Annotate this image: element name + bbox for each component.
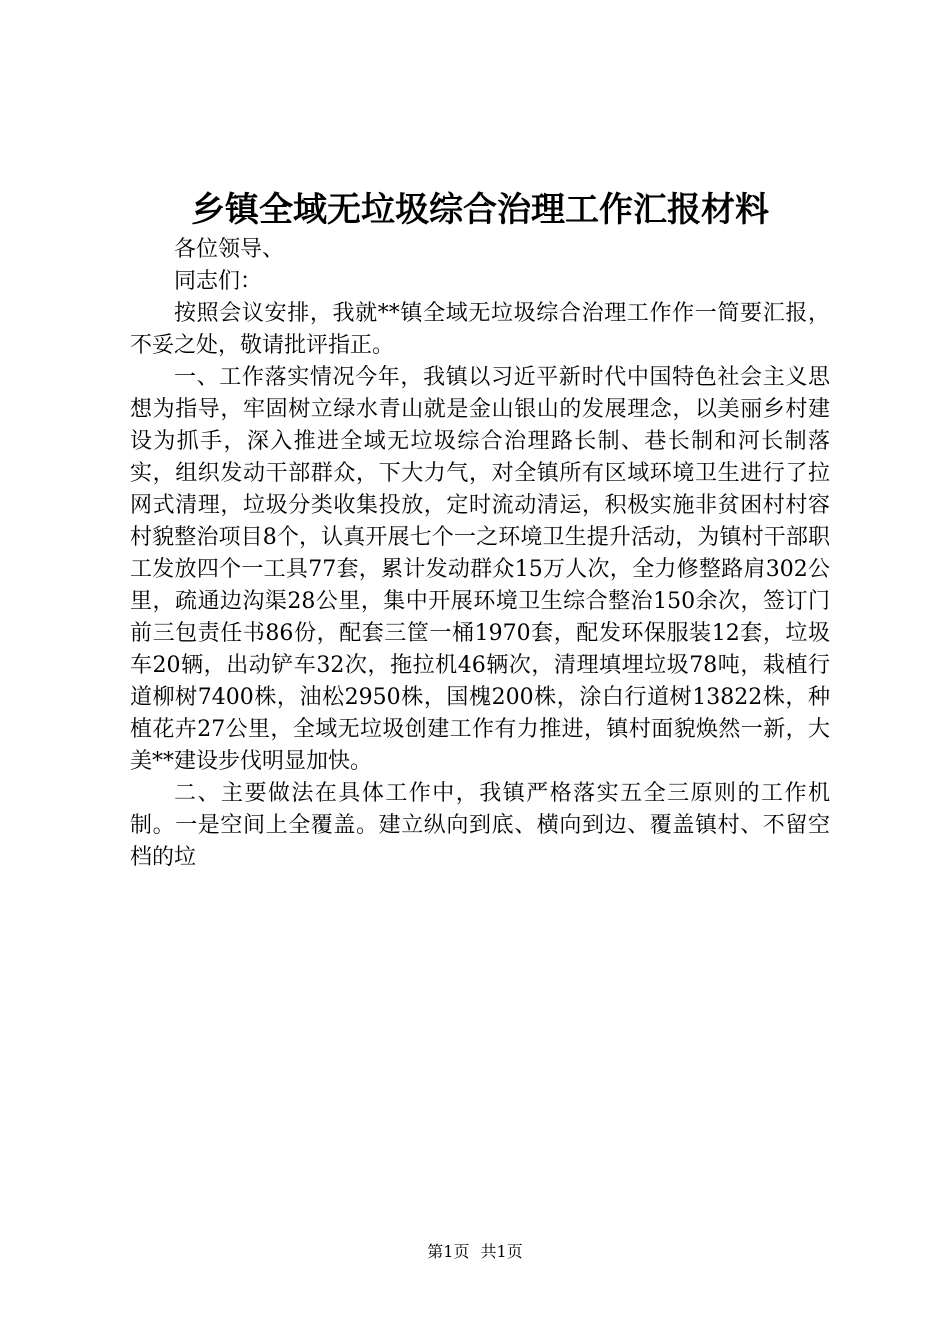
salutation-comrades: 同志们： <box>174 269 263 294</box>
intro-paragraph: 按照会议安排，我就**镇全域无垃圾综合治理工作作一简要汇报，不妥之处，敬请批评指正。 <box>130 301 830 358</box>
salutation-leaders: 各位领导、 <box>174 237 285 262</box>
document-title: 乡镇全域无垃圾综合治理工作汇报材料 <box>191 190 769 230</box>
section-two-paragraph: 二、主要做法在具体工作中，我镇严格落实五全三原则的工作机制。一是空间上全覆盖。建立纵向到底、横向到边、覆盖镇村、不留空档的垃 <box>130 781 830 870</box>
section-one-paragraph: 一、工作落实情况今年，我镇以习近平新时代中国特色社会主义思想为指导，牢固树立绿水青山就是金山银山的发展理念，以美丽乡村建设为抓手，深入推进全域无垃圾综合治理路长制、巷长制和河长制落实，组织发动干部群众，下大力气，对全镇所有区域环境卫生进行了拉网式清理，垃圾分类收集投放，定时流动清运，积极实施非贫困村村容村貌整治项目8个，认真开展七个一之环境卫生提升活动，为镇村干部职工发放四个一工具77套，累计发动群众15万人次，全力修整路肩302公里，疏通边沟渠28公里，集中开展环境卫生综合整治150余次，签订门前三包责任书86份，配套三筐一桶1970套，配发环保服装12套，垃圾车20辆，出动铲车32次，拖拉机46辆次，清理填埋垃圾78吨，栽植行道柳树7400株，油松2950株，国槐200株，涂白行道树13822株，种植花卉27公里，全域无垃圾创建工作有力推进，镇村面貌焕然一新，大美**建设步伐明显加快。 <box>130 365 830 774</box>
page-footer <box>0 1241 950 1263</box>
document-body <box>130 234 830 874</box>
page-total: 共1页 <box>480 1242 523 1261</box>
page-number: 第1页 <box>427 1242 470 1261</box>
